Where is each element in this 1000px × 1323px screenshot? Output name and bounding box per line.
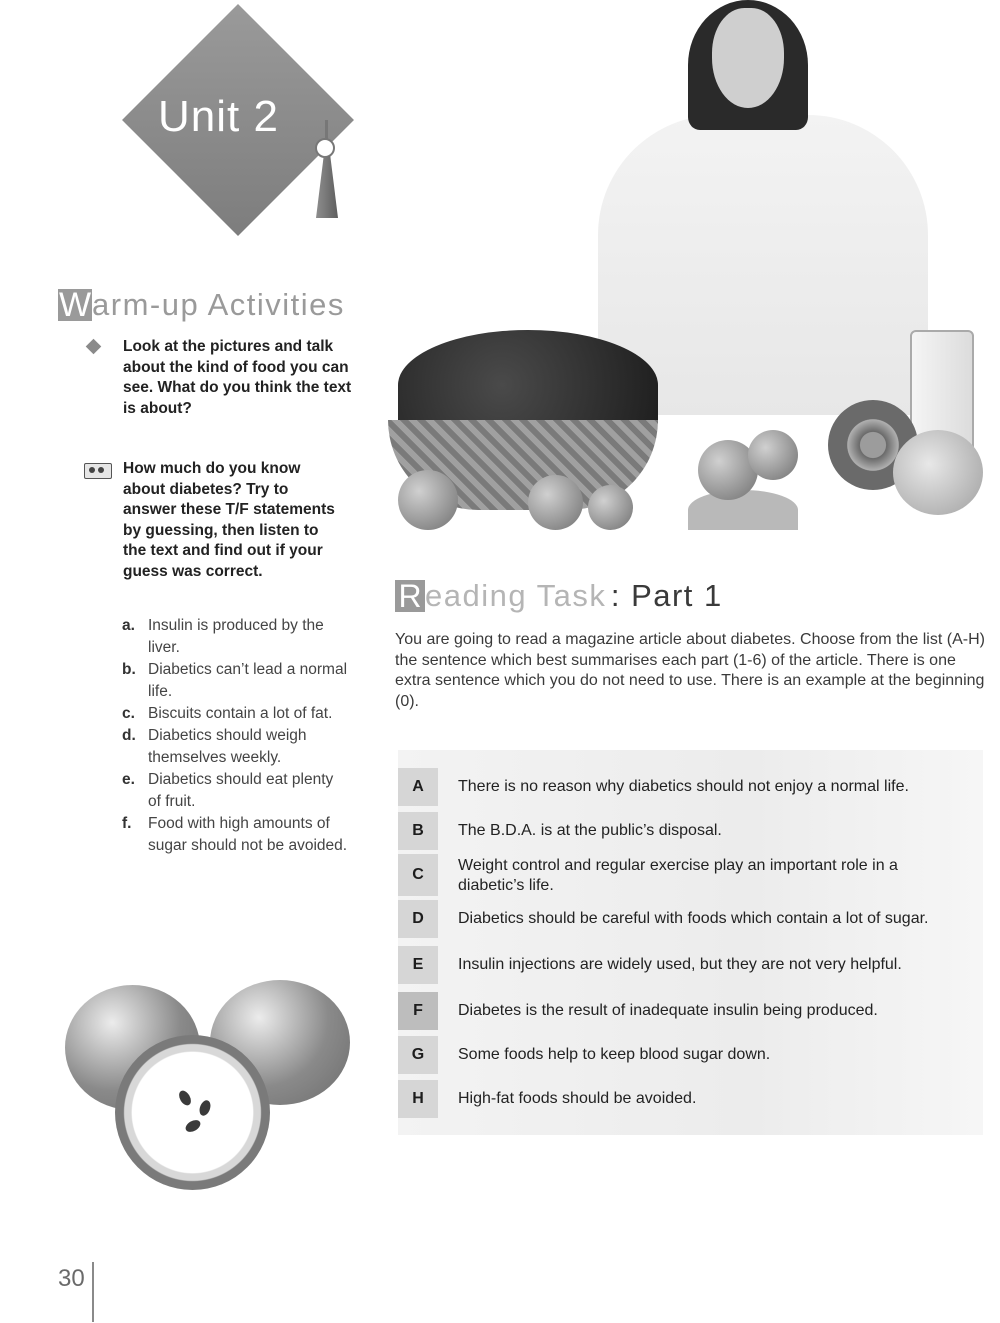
option-letter: E (398, 946, 438, 984)
statement-letter: f. (122, 815, 132, 832)
grain-pile (688, 490, 798, 530)
option-text: There is no reason why diabetics should not enjoy a normal life. (458, 778, 909, 795)
option-text: Weight control and regular exercise play an important role in a diabetic’s life. (458, 857, 898, 894)
option-letter: H (398, 1080, 438, 1118)
statement-item (120, 659, 350, 703)
option-letter: G (398, 1036, 438, 1074)
apple-half (115, 1035, 270, 1190)
warmup-heading-text: arm-up Activities (92, 287, 345, 322)
page-number: 30 (58, 1265, 85, 1292)
summary-options (398, 750, 983, 1135)
apples-photo (60, 970, 360, 1200)
tomato (528, 475, 583, 530)
warmup-instruction-1: Look at the pictures and talk about the kind of food you can see. What do you think the text is about? (123, 338, 352, 417)
statement-item (120, 769, 350, 813)
tassel-ring (315, 138, 335, 158)
reading-instructions: You are going to read a magazine article about diabetes. Choose from the list (A-H) the sentence which best summarises each part (1-6) of the article. There is one extra sentence which you do not need to use. There is an example at the beginning (0). (395, 631, 985, 710)
food-photo (388, 0, 1000, 540)
reading-heading-initial: R (395, 580, 425, 612)
statement-text: Diabetics should eat plenty of fruit. (148, 771, 334, 810)
tomato (588, 485, 633, 530)
page-number-rule (92, 1262, 94, 1322)
reading-heading-text: eading Task (425, 578, 607, 613)
warmup-heading-initial: W (58, 286, 92, 324)
statement-text: Insulin is produced by the liver. (148, 617, 324, 656)
option-text: Diabetes is the result of inadequate insulin being produced. (458, 1002, 878, 1019)
statement-letter: d. (122, 727, 136, 744)
reading-heading-part: : Part 1 (610, 578, 723, 613)
warmup-instruction-2: How much do you know about diabetes? Try to answer these T/F statements by guessing, then listen to the text and find out if your guess was correct. (123, 460, 335, 580)
statement-item (120, 615, 350, 659)
statement-letter: b. (122, 661, 136, 678)
tf-statements-list (120, 615, 350, 857)
lemon (398, 470, 458, 530)
woman-face (712, 8, 784, 108)
reading-task-heading (395, 578, 995, 622)
unit-badge (118, 0, 358, 240)
statement-letter: a. (122, 617, 135, 634)
statement-letter: c. (122, 705, 135, 722)
plum (748, 430, 798, 480)
statement-letter: e. (122, 771, 135, 788)
option-letter: D (398, 900, 438, 938)
option-text: Diabetics should be careful with foods which contain a lot of sugar. (458, 910, 929, 927)
warmup-heading (58, 287, 378, 327)
statement-item (120, 813, 350, 857)
statement-text: Diabetics should weigh themselves weekly. (148, 727, 307, 766)
option-text: The B.D.A. is at the public’s disposal. (458, 822, 722, 839)
statement-item (120, 703, 350, 725)
cassette-icon (84, 463, 112, 479)
statement-text: Food with high amounts of sugar should not be avoided. (148, 815, 348, 854)
bread-roll (893, 430, 983, 515)
option-letter: C (398, 854, 438, 896)
tassel-body (316, 156, 338, 218)
option-text: High-fat foods should be avoided. (458, 1090, 697, 1107)
option-letter: F (398, 992, 438, 1030)
option-letter: B (398, 812, 438, 850)
option-letter: A (398, 768, 438, 806)
diamond-bullet-icon (86, 339, 102, 355)
statement-item (120, 725, 350, 769)
statement-text: Biscuits contain a lot of fat. (148, 705, 333, 722)
option-text: Insulin injections are widely used, but they are not very helpful. (458, 956, 902, 973)
unit-title: Unit 2 (158, 92, 279, 141)
statement-text: Diabetics can’t lead a normal life. (148, 661, 348, 700)
option-text: Some foods help to keep blood sugar down. (458, 1046, 771, 1063)
